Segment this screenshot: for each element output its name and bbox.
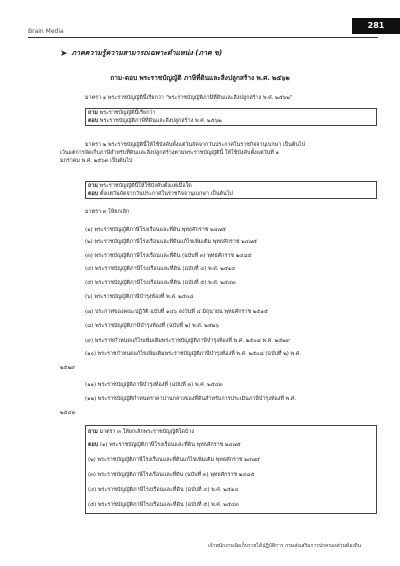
answer-item-row [86, 483, 376, 498]
repeal-item-continuation: ๒๕๔๓ [60, 410, 76, 416]
repeal-item: (๑๑) พระราชบัญญัติภาษีบำรุงท้องที่ (ฉบับที่ ๓) พ.ศ. ๒๕๔๓ [85, 382, 223, 388]
paragraph-section-2-line-3: มกราคม พ.ศ. ๒๕๖๓ เป็นต้นไป [60, 158, 133, 164]
repeal-item: (๑) พระราชบัญญัติภาษีโรงเรือนและที่ดิน พุทธศักราช ๒๔๗๕ [85, 227, 226, 233]
answer-item: (๑) พระราชบัญญัติภาษีโรงเรือนและที่ดิน พุทธศักราช ๒๔๗๕ [99, 442, 241, 448]
question-row [86, 426, 376, 438]
question-label: ถาม [88, 183, 98, 189]
header-rule [28, 37, 378, 38]
repeal-item: (๕) พระราชบัญญัติภาษีโรงเรือนและที่ดิน (ฉบับที่ ๕) พ.ศ. ๒๕๔๓ [85, 280, 236, 286]
answer-label: ตอบ [88, 118, 99, 124]
paragraph-section-3-intro: มาตรา ๓ ให้ยกเลิก [85, 209, 130, 215]
qa-box-3 [85, 425, 377, 514]
document-title: ถาม-ตอบ พระราชบัญญัติ ภาษีที่ดินและสิ่งปลูกสร้าง พ.ศ. ๒๕๖๒ [110, 74, 290, 82]
answer-row [86, 438, 376, 453]
question-label: ถาม [88, 429, 98, 435]
page-number: 281 [352, 18, 400, 34]
repeal-item: (๙) พระราชกำหนดแก้ไขเพิ่มเติมพระราชบัญญัติภาษีบำรุงท้องที่ พ.ศ. ๒๕๐๘ พ.ศ. ๒๕๒๙ [85, 338, 290, 344]
answer-item: (๕) พระราชบัญญัติภาษีโรงเรือนและที่ดิน (ฉบับที่ ๕) พ.ศ. ๒๕๔๓ [88, 502, 239, 508]
repeal-item: (๑๒) พระราชบัญญัติกำหนดราคาปานกลางของที่ดินสำหรับการประเมินภาษีบำรุงท้องที่ พ.ศ. [85, 396, 297, 402]
answer-item: (๒) พระราชบัญญัติภาษีโรงเรือนและที่ดินแก้ไขเพิ่มเติม พุทธศักราช ๒๔๗๕ [88, 457, 260, 463]
answer-label: ตอบ [88, 191, 99, 197]
repeal-item: (๘) พระราชบัญญัติภาษีบำรุงท้องที่ (ฉบับที่ ๒) พ.ศ. ๒๕๒๖ [85, 323, 219, 329]
page-footer: เจ้าพนักงานจัดเก็บรายได้ปฏิบัติการ กรมส่งเสริมการปกครองส่วนท้องถิ่น [208, 543, 362, 549]
repeal-item: (๓) พระราชบัญญัติภาษีโรงเรือนและที่ดิน (ฉบับที่ ๓) พุทธศักราช ๒๔๘๕ [85, 253, 252, 259]
repeal-item-continuation: ๒๕๒๙ [60, 365, 76, 371]
answer-text: พระราชบัญญัติภาษีที่ดินและสิ่งปลูกสร้าง พ.ศ. ๒๕๖๒ [99, 118, 222, 124]
repeal-item: (๔) พระราชบัญญัติภาษีโรงเรือนและที่ดิน (ฉบับที่ ๔) พ.ศ. ๒๕๑๔ [85, 266, 236, 272]
brand-label: Brain Media [28, 28, 64, 35]
section-heading-text: ภาคความรู้ความสามารถเฉพาะตำแหน่ง (ภาค ข) [71, 49, 223, 57]
question-text: พระราชบัญญัตินี้เรียกว่า [99, 110, 156, 116]
answer-item-row [86, 498, 376, 513]
question-label: ถาม [88, 110, 98, 116]
answer-item-row [86, 468, 376, 483]
question-row [86, 182, 376, 190]
arrow-bullet-icon: ➤ [60, 48, 68, 59]
repeal-item: (๒) พระราชบัญญัติภาษีโรงเรือนและที่ดินแก้ไขเพิ่มเติม พุทธศักราช ๒๔๗๕ [85, 239, 257, 245]
answer-item: (๔) พระราชบัญญัติภาษีโรงเรือนและที่ดิน (ฉบับที่ ๔) พ.ศ. ๒๕๑๔ [88, 487, 239, 493]
answer-row [86, 117, 376, 125]
paragraph-section-1: มาตรา ๑ พระราชบัญญัตินี้เรียกว่า "พระราชบัญญัติภาษีที่ดินและสิ่งปลูกสร้าง พ.ศ. ๒๕๖๒" [85, 95, 293, 101]
question-text: พระราชบัญญัตินี้ให้ใช้บังคับตั้งแต่เมื่อใด [99, 183, 192, 189]
answer-row [86, 190, 376, 198]
answer-item: (๓) พระราชบัญญัติภาษีโรงเรือนและที่ดิน (ฉบับที่ ๓) พุทธศักราช ๒๔๘๕ [88, 472, 255, 478]
qa-box-2 [85, 181, 377, 199]
repeal-item: (๖) พระราชบัญญัติภาษีบำรุงท้องที่ พ.ศ. ๒๕๐๘ [85, 294, 194, 300]
qa-box-1 [85, 108, 377, 126]
answer-label: ตอบ [88, 442, 99, 448]
question-row [86, 109, 376, 117]
paragraph-section-2-line-2: เว้นแต่การจัดเก็บภาษีสำหรับที่ดินและสิ่งปลูกสร้างตามพระราชบัญญัตินี้ ให้ใช้บังคับตั้งแต่วันที่ ๑ [60, 150, 279, 156]
answer-item-row [86, 453, 376, 468]
answer-text: ตั้งแต่วันถัดจากวันประกาศในราชกิจจานุเบกษา เป็นต้นไป [99, 191, 233, 197]
repeal-item: (๑๐) พระราชกำหนดแก้ไขเพิ่มเติมพระราชบัญญัติภาษีบำรุงท้องที่ พ.ศ. ๒๕๐๘ (ฉบับที่ ๒) พ.ศ. [85, 351, 301, 357]
paragraph-section-2-line-1: มาตรา ๒ พระราชบัญญัตินี้ให้ใช้บังคับตั้งแต่วันถัดจากวันประกาศในราชกิจจานุเบกษา เป็นต้นไป [85, 142, 306, 148]
section-heading [60, 48, 222, 59]
question-text: มาตรา ๓ ให้ยกเลิกพระราชบัญญัติใดบ้าง [99, 429, 194, 435]
repeal-item: (๗) ประกาศของคณะปฏิวัติ ฉบับที่ ๑๔๖ ลงวันที่ ๔ มิถุนายน พุทธศักราช ๒๕๑๕ [85, 309, 268, 315]
